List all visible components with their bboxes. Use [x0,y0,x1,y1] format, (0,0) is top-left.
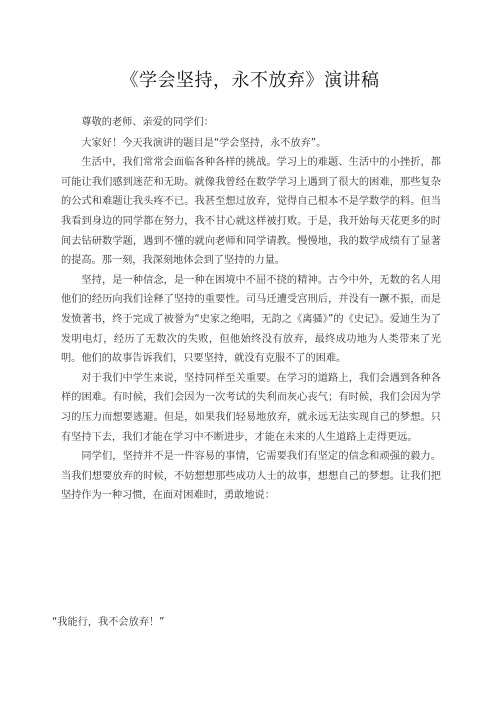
paragraph-students: 对于我们中学生来说，坚持同样至关重要。在学习的道路上，我们会遇到各种各样的困难。有时候，我们会因为一次考试的失利而灰心丧气；有时候，我们会因为学习的压力而想要逃避。但是，如果我们轻易地放弃，就永远无法实现自己的梦想。只有坚持下去，我们才能在学习中不断进步，才能在未来的人生道路上走得更远。 [61,372,441,443]
paragraph-conclusion: 同学们，坚持并不是一件容易的事情，它需要我们有坚定的信念和顽强的毅力。当我们想要放弃的时候，不妨想想那些成功人士的故事，想想自己的梦想。让我们把坚持作为一种习惯，在面对困难时，勇敢地说： [61,451,441,502]
salutation: 尊敬的老师、亲爱的同学们： [81,117,214,128]
document-title: 《学会坚持，永不放弃》演讲稿 [120,70,380,91]
closing-line: “我能行，我不会放弃！” [52,617,165,628]
document-body [61,113,441,506]
paragraph-perseverance-belief: 坚持，是一种信念，是一种在困境中不屈不挠的精神。古今中外，无数的名人用他们的经历向我们诠释了坚持的重要性。司马迁遭受宫刑后，并没有一蹶不振，而是发愤著书，终于完成了被誉为“史家之绝唱，无韵之《离骚》”的《史记》。爱迪生为了发明电灯，经历了无数次的失败，但他始终没有放弃，最终成功地为人类带来了光明。他们的故事告诉我们，只要坚持，就没有克服不了的困难。 [61,274,441,365]
paragraph-greeting: 大家好！今天我演讲的题目是“学会坚持，永不放弃”。 [81,137,327,149]
paragraph-life-challenges: 生活中，我们常常会面临各种各样的挑战。学习上的难题、生活中的小挫折，都可能让我们感到迷茫和无助。就像我曾经在数学学习上遇到了很大的困难，那些复杂的公式和难题让我头疼不已。我甚至想过放弃，觉得自己根本不是学数学的料。但当我看到身边的同学都在努力，我不甘心就这样被打败。于是，我开始每天花更多的时间去钻研数学题，遇到不懂的就向老师和同学请教。慢慢地，我的数学成绩有了显著的提高。那一刻，我深刻地体会到了坚持的力量。 [61,157,441,267]
